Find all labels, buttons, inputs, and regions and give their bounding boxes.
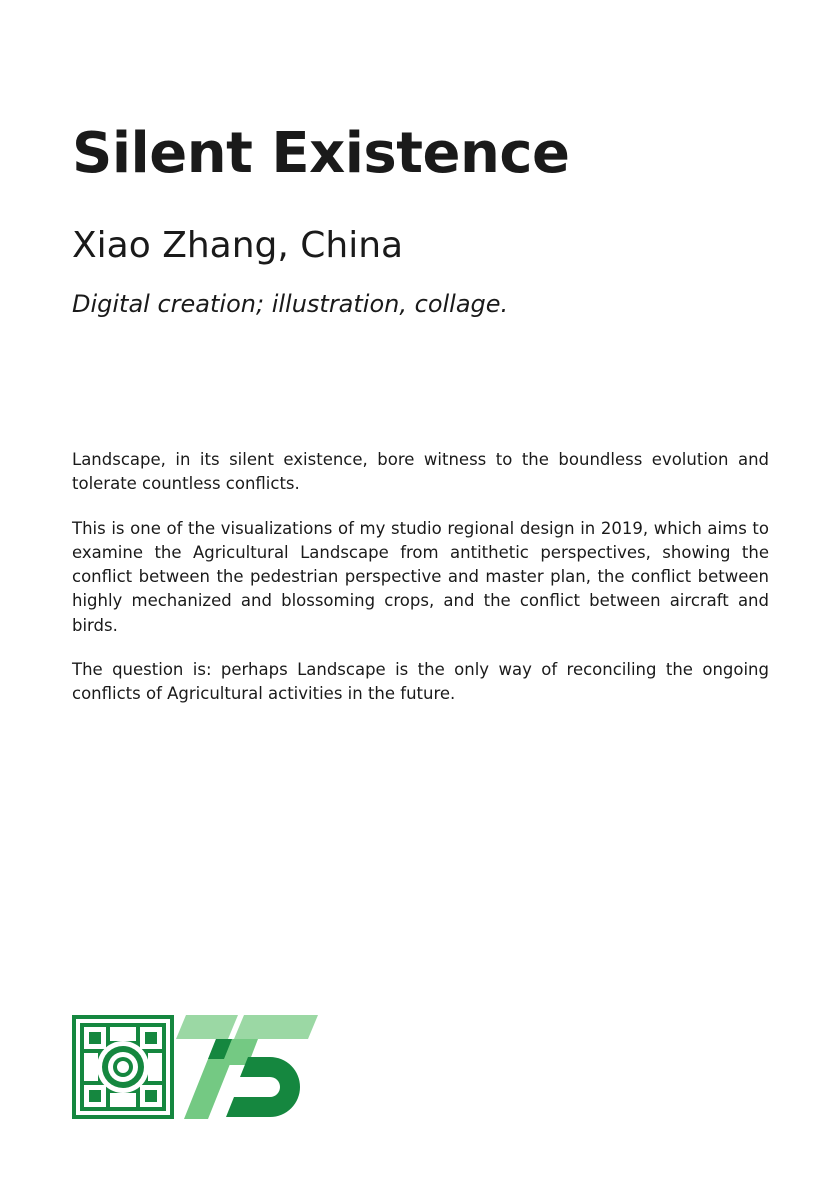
author-line: Xiao Zhang, China bbox=[72, 225, 404, 266]
anniversary-logo bbox=[72, 1015, 322, 1123]
anniversary-number-75 bbox=[176, 1015, 318, 1119]
anniversary-logo-graphic bbox=[72, 1015, 322, 1119]
description-paragraph: This is one of the visualizations of my studio regional design in 2019, which aims to examine the Agricultural Landscape from antithetic perspectives, showing the conflict between the pedestrian perspective and master plan, the conflict between highly mechanized and blossoming crops, and the conflict between aircraft and birds. bbox=[72, 518, 769, 635]
description-paragraph: The question is: perhaps Landscape is the only way of reconciling the ongoing conflicts of Agricultural activities in the future. bbox=[72, 660, 769, 704]
medium-line: Digital creation; illustration, collage. bbox=[72, 290, 509, 318]
lattice-window-emblem-icon bbox=[72, 1015, 174, 1119]
description-paragraph: Landscape, in its silent existence, bore witness to the boundless evolution and tolerate countless conflicts. bbox=[72, 450, 769, 494]
description bbox=[72, 448, 769, 727]
page-title: Silent Existence bbox=[72, 121, 570, 186]
